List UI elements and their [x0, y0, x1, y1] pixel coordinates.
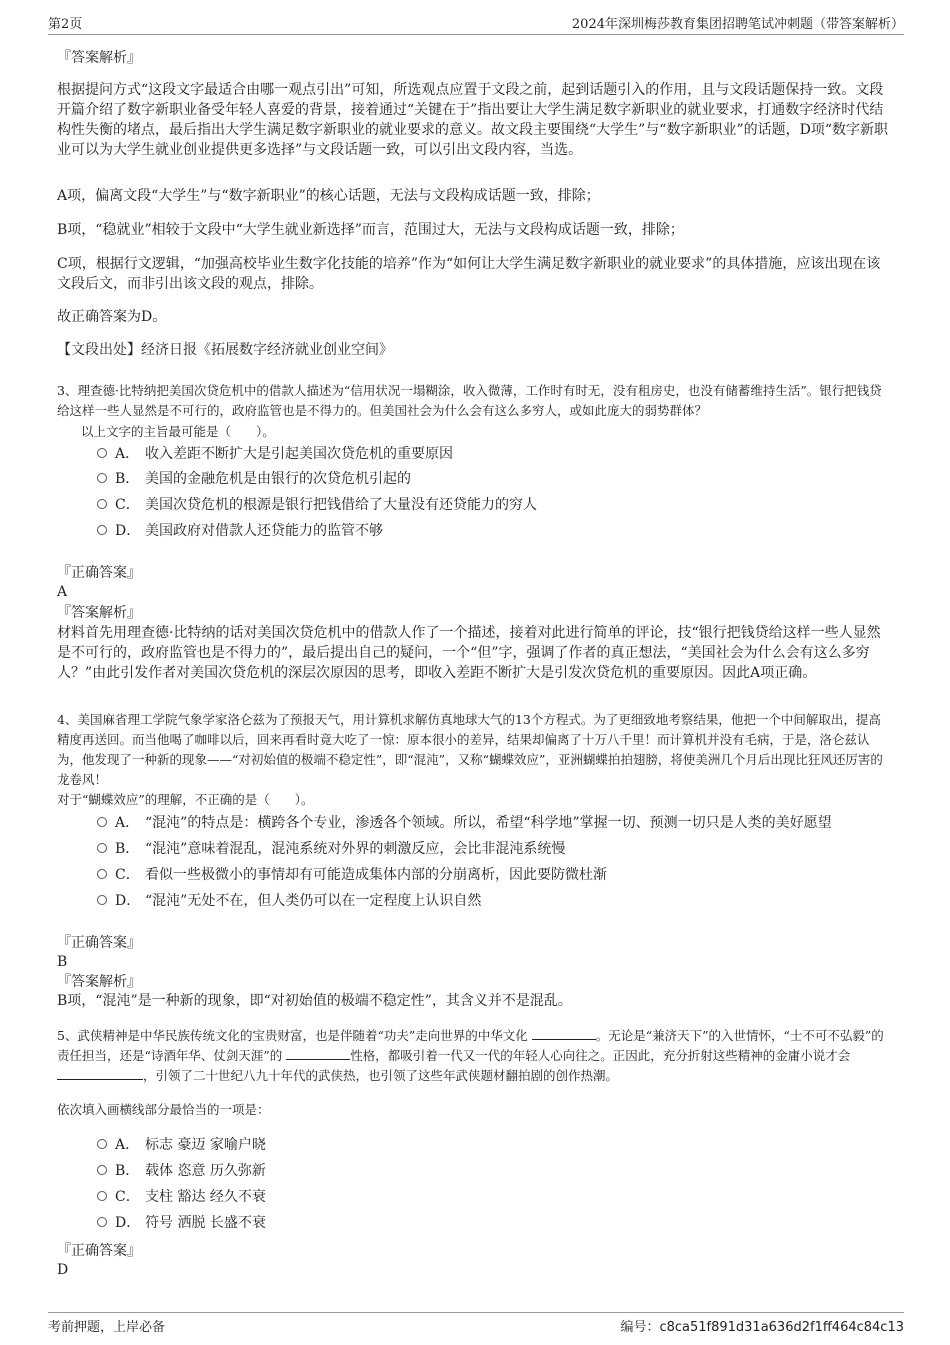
- q4-answer: B: [57, 954, 68, 970]
- q4-prompt: 对于“蝴蝶效应”的理解，不正确的是（ ）。: [57, 792, 314, 807]
- document-title: 2024年深圳梅莎教育集团招聘笔试冲刺题（带答案解析）: [571, 17, 904, 32]
- radio-icon[interactable]: [97, 1191, 107, 1201]
- q3-option-d[interactable]: D． 美国政府对借款人还贷能力的监管不够: [97, 521, 383, 541]
- q2-source: 【文段出处】经济日报《拓展数字经济就业创业空间》: [57, 342, 393, 358]
- q3-answer: A: [57, 584, 68, 600]
- q2-analysis-label: 『答案解析』: [57, 50, 141, 66]
- q4-option-a[interactable]: A． “混沌”的特点是：横跨各个专业，渗透各个领域。所以，希望“科学地”掌握一切、预测一切只是人类的美好愿望: [97, 813, 832, 833]
- q5-option-b[interactable]: B． 载体 恣意 历久弥新: [97, 1161, 266, 1181]
- q5-option-c[interactable]: C． 支柱 豁达 经久不衰: [97, 1187, 266, 1207]
- q4-analysis: B项，“混沌”是一种新的现象，即“对初始值的极端不稳定性”，其含义并不是混乱。: [57, 993, 572, 1009]
- radio-icon[interactable]: [97, 843, 107, 853]
- q3-option-c[interactable]: C． 美国次贷危机的根源是银行把钱借给了大量没有还贷能力的穷人: [97, 495, 537, 515]
- q3-analysis: 材料首先用理查德·比特纳的话对美国次贷危机中的借款人作了一个描述，接着对此进行简单的评论，技“银行把钱贷给这样一些人显然是不可行的，政府监管也是不得力的”，最后提出自己的疑问，一个“但”字，强调了作者的真正想法，“美国社会为什么会有这么多穷人？”由此引发作者对美国次贷危机的深层次原因的思考，即收入差距不断扩大是引发次贷危机的重要原因。因此A项正确。: [57, 625, 881, 681]
- radio-icon[interactable]: [97, 895, 107, 905]
- q4-option-d[interactable]: D． “混沌”无处不在，但人类仍可以在一定程度上认识自然: [97, 891, 481, 911]
- q2-analysis-c: C项，根据行文逻辑，“加强高校毕业生数字化技能的培养”作为“如何让大学生满足数字新职业的就业要求”的具体措施，应该出现在该文段后文，而非引出该文段的观点，排除。: [57, 256, 881, 292]
- q4-stem: 4、美国麻省理工学院气象学家洛仑兹为了预报天气，用计算机求解仿真地球大气的13个方程式。为了更细致地考察结果，他把一个中间解取出，提高精度再送回。而当他喝了咖啡以后，回来再看时竟大吃了一惊：原本很小的差异，结果却偏离了十万八千里！而计算机并没有毛病，于是，洛仑兹认为，他发现了一种新的现象——“对初始值的极端不稳定性”，即“混沌”，又称“蝴蝶效应”，亚洲蝴蝶拍拍翅膀，将使美洲几个月后出现比狂风还厉害的龙卷风！: [57, 712, 883, 787]
- q2-conclusion: 故正确答案为D。: [57, 309, 167, 325]
- q3-analysis-label: 『答案解析』: [57, 605, 141, 621]
- q4-option-b[interactable]: B． “混沌”意味着混乱，混沌系统对外界的刺激反应，会比非混沌系统慢: [97, 839, 565, 859]
- q4-answer-label: 『正确答案』: [57, 935, 141, 951]
- q5-option-d[interactable]: D． 符号 洒脱 长盛不衰: [97, 1213, 266, 1233]
- q2-analysis-b: B项，“稳就业”相较于文段中“大学生就业新选择”而言，范围过大，无法与文段构成话题一致，排除；: [57, 222, 684, 238]
- q3-stem: 3、理查德·比特纳把美国次贷危机中的借款人描述为“信用状况一塌糊涂，收入微薄，工作时有时无，没有租房史，也没有储蓄维持生活”。银行把钱贷给这样一些人显然是不可行的，政府监管也是不得力的。但美国社会为什么会有这么多穷人，或如此庞大的弱势群体？: [57, 383, 882, 418]
- q4-option-c[interactable]: C． 看似一些极微小的事情却有可能造成集体内部的分崩离析，因此要防微杜渐: [97, 865, 607, 885]
- q5-answer: D: [57, 1262, 69, 1278]
- q5-prompt: 依次填入画横线部分最恰当的一项是：: [57, 1102, 270, 1117]
- q3-prompt: 以上文字的主旨最可能是（ ）。: [81, 424, 275, 439]
- q3-answer-label: 『正确答案』: [57, 565, 141, 581]
- radio-icon[interactable]: [97, 1139, 107, 1149]
- q5-answer-label: 『正确答案』: [57, 1243, 141, 1259]
- radio-icon[interactable]: [97, 1165, 107, 1175]
- radio-icon[interactable]: [97, 473, 107, 483]
- radio-icon[interactable]: [97, 499, 107, 509]
- q2-analysis-paragraph: 根据提问方式“这段文字最适合由哪一观点引出”可知，所选观点应置于文段之前，起到话题引入的作用，且与文段话题保持一致。文段开篇介绍了数字新职业备受年轻人喜爱的背景，接着通过“关键在于”指出要让大学生满足数字新职业的就业要求，打通数字经济时代结构性失衡的堵点，最后指出大学生满足数字新职业的就业要求的意义。故文段主要围绕“大学生”与“数字新职业”的话题，D项“数字新职业可以为大学生就业创业提供更多选择”与文段话题一致，可以引出文段内容，当选。: [57, 82, 889, 158]
- page-number: 第2页: [48, 17, 83, 32]
- q5-stem: 5、武侠精神是中华民族传统文化的宝贵财富，也是伴随着“功夫”走向世界的中华文化 。无论是“兼济天下”的入世情怀，“士不可不弘毅”的责任担当，还是“诗酒年华、仗剑天涯”的 性格，都吸引着一代又一代的年轻人心向往之。正因此，充分折射这些精神的金庸小说才会 ，引领了二十世纪八九十年代的武侠热，也引领了这些年武侠题材翻拍剧的创作热潮。: [57, 1028, 884, 1083]
- document-id: 编号：c8ca51f891d31a636d2f1ff464c84c13: [620, 1320, 904, 1335]
- q3-option-a[interactable]: A． 收入差距不断扩大是引起美国次贷危机的重要原因: [97, 444, 453, 464]
- radio-icon[interactable]: [97, 869, 107, 879]
- blank-1: [532, 1027, 596, 1040]
- page-header: [48, 12, 904, 35]
- q2-analysis-a: A项，偏离文段“大学生”与“数字新职业”的核心话题，无法与文段构成话题一致，排除；: [57, 188, 600, 204]
- radio-icon[interactable]: [97, 1217, 107, 1227]
- page-footer: [48, 1312, 904, 1337]
- blank-3: [57, 1067, 143, 1080]
- q4-analysis-label: 『答案解析』: [57, 974, 141, 990]
- footer-slogan: 考前押题，上岸必备: [48, 1320, 166, 1335]
- blank-2: [286, 1047, 350, 1060]
- radio-icon[interactable]: [97, 817, 107, 827]
- radio-icon[interactable]: [97, 448, 107, 458]
- q3-option-b[interactable]: B． 美国的金融危机是由银行的次贷危机引起的: [97, 469, 411, 489]
- q5-option-a[interactable]: A． 标志 豪迈 家喻户晓: [97, 1135, 266, 1155]
- radio-icon[interactable]: [97, 525, 107, 535]
